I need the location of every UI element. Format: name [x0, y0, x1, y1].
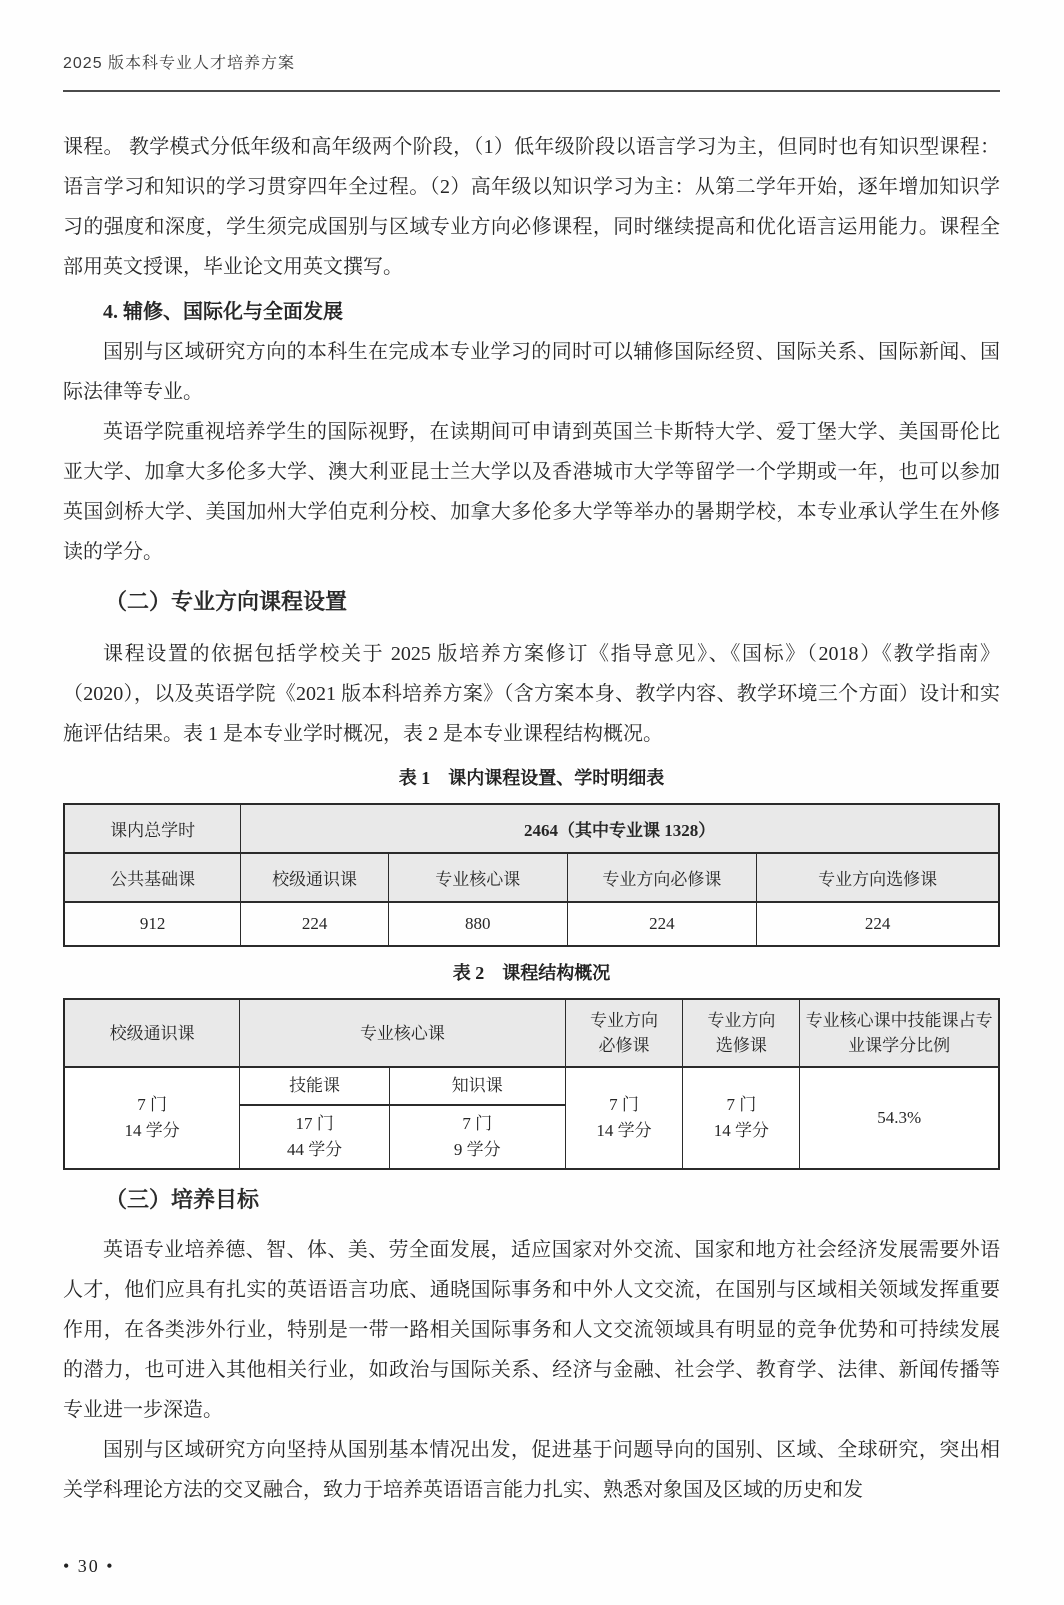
table2-value-elective-courses: 7 门: [726, 1095, 757, 1114]
table2-header-ratio-line2: 业课学分比例: [848, 1036, 951, 1055]
paragraph-direction: 国别与区域研究方向坚持从国别基本情况出发，促进基于问题导向的国别、区域、全球研究，突出相关学科理论方法的交叉融合，致力于培养英语语言能力扎实、熟悉对象国及区域的历史和发: [63, 1439, 1000, 1501]
table2-header-elective-line2: 选修课: [715, 1036, 767, 1055]
table1-col-header: 专业方向必修课: [567, 853, 757, 902]
table1-value: 224: [241, 902, 389, 946]
table2-header-required: [565, 999, 683, 1067]
table2-value-ratio: 54.3%: [800, 1067, 999, 1169]
paragraph-teaching-model: 课程。 教学模式分低年级和高年级两个阶段，（1）低年级阶段以语言学习为主，但同时也有知识型课程：语言学习和知识的学习贯穿四年全过程。（2）高年级以知识学习为主：从第二学年开始，逐年增加知识学习的强度和深度，学生须完成国别与区域专业方向必修课程，同时继续提高和优化语言运用能力。课程全部用英文授课，毕业论文用英文撰写。: [63, 136, 1000, 278]
table-row: [64, 902, 999, 946]
table2-header-elective-line1: 专业方向: [707, 1011, 776, 1030]
table2-header-core: 专业核心课: [240, 999, 565, 1067]
table1-total-label: 课内总学时: [64, 804, 241, 853]
table1-value: 880: [388, 902, 567, 946]
table2-header-required-line2: 必修课: [598, 1036, 650, 1055]
table2-value-knowledge: [389, 1105, 565, 1169]
table2-value-elective-credits: 14 学分: [713, 1121, 769, 1140]
table1-col-header: 专业方向选修课: [757, 853, 999, 902]
table1-col-header: 公共基础课: [64, 853, 241, 902]
table-row: [64, 1067, 999, 1105]
table1-total-value: 2464（其中专业课 1328）: [241, 804, 999, 853]
table-row: [64, 853, 999, 902]
table2-value-skill-credits: 44 学分: [286, 1140, 343, 1159]
table2-header-required-line1: 专业方向: [590, 1011, 659, 1030]
table2-value-required-courses: 7 门: [609, 1095, 639, 1114]
table2-value-general: [64, 1067, 240, 1169]
table2-value-general-credits: 14 学分: [124, 1121, 180, 1140]
table-course-hours: [63, 803, 1000, 947]
page-number: • 30 •: [63, 1556, 115, 1576]
table1-value: 224: [567, 902, 757, 946]
table2-value-general-courses: 7 门: [137, 1095, 167, 1114]
table1-caption: 表 1 课内课程设置、学时明细表: [398, 768, 665, 788]
running-header: 2025 版本科专业人才培养方案: [63, 55, 296, 72]
paragraph-curriculum-basis: 课程设置的依据包括学校关于 2025 版培养方案修订《指导意见》、《国标》（2018）《教学指南》（2020），以及英语学院《2021 版本科培养方案》（含方案本身、教学内容、教学环境三个方面）设计和实施评估结果。表 1 是本专业学时概况，表 2 是本专业课程结构概况。: [63, 643, 1000, 745]
paragraph-minor: 国别与区域研究方向的本科生在完成本专业学习的同时可以辅修国际经贸、国际关系、国际新闻、国际法律等专业。: [63, 341, 1000, 403]
table2-caption: 表 2 课程结构概况: [452, 963, 611, 983]
table2-header-general: 校级通识课: [64, 999, 240, 1067]
table2-value-knowledge-credits: 9 学分: [453, 1140, 501, 1159]
table1-col-header: 专业核心课: [388, 853, 567, 902]
table2-value-skill: [240, 1105, 390, 1169]
table-course-structure: [63, 998, 1000, 1170]
paragraph-objectives: 英语专业培养德、智、体、美、劳全面发展，适应国家对外交流、国家和地方社会经济发展需要外语人才，他们应具有扎实的英语语言功底、通晓国际事务和中外人文交流，在国别与区域相关领域发挥重要作用，在各类涉外行业，特别是一带一路相关国际事务和人文交流领域具有明显的竞争优势和可持续发展的潜力，也可进入其他相关行业，如政治与国际关系、经济与金融、社会学、教育学、法律、新闻传播等专业进一步深造。: [63, 1239, 1000, 1421]
table2-value-knowledge-courses: 7 门: [462, 1114, 493, 1133]
header-rule: [63, 90, 1000, 92]
heading-section-objectives: （三）培养目标: [105, 1188, 260, 1213]
table2-subheader-skill: 技能课: [240, 1067, 390, 1105]
table1-value: 224: [757, 902, 999, 946]
table-row: [64, 804, 999, 853]
table2-header-ratio: [800, 999, 999, 1067]
table2-header-ratio-line1: 专业核心课中技能课占专: [805, 1011, 993, 1030]
table1-col-header: 校级通识课: [241, 853, 389, 902]
table2-header-elective: [683, 999, 800, 1067]
table2-value-required: [565, 1067, 683, 1169]
heading-section-curriculum: （二）专业方向课程设置: [105, 590, 348, 615]
heading-minor-international: 4. 辅修、国际化与全面发展: [103, 301, 343, 323]
table2-subheader-knowledge: 知识课: [389, 1067, 565, 1105]
table2-value-elective: [683, 1067, 800, 1169]
table2-value-required-credits: 14 学分: [596, 1121, 652, 1140]
table2-value-skill-courses: 17 门: [295, 1114, 334, 1133]
table-row: [64, 999, 999, 1067]
table1-value: 912: [64, 902, 241, 946]
paragraph-international: 英语学院重视培养学生的国际视野，在读期间可申请到英国兰卡斯特大学、爱丁堡大学、美国哥伦比亚大学、加拿大多伦多大学、澳大利亚昆士兰大学以及香港城市大学等留学一个学期或一年，也可以参加英国剑桥大学、美国加州大学伯克利分校、加拿大多伦多大学等举办的暑期学校，本专业承认学生在外修读的学分。: [63, 421, 1000, 563]
